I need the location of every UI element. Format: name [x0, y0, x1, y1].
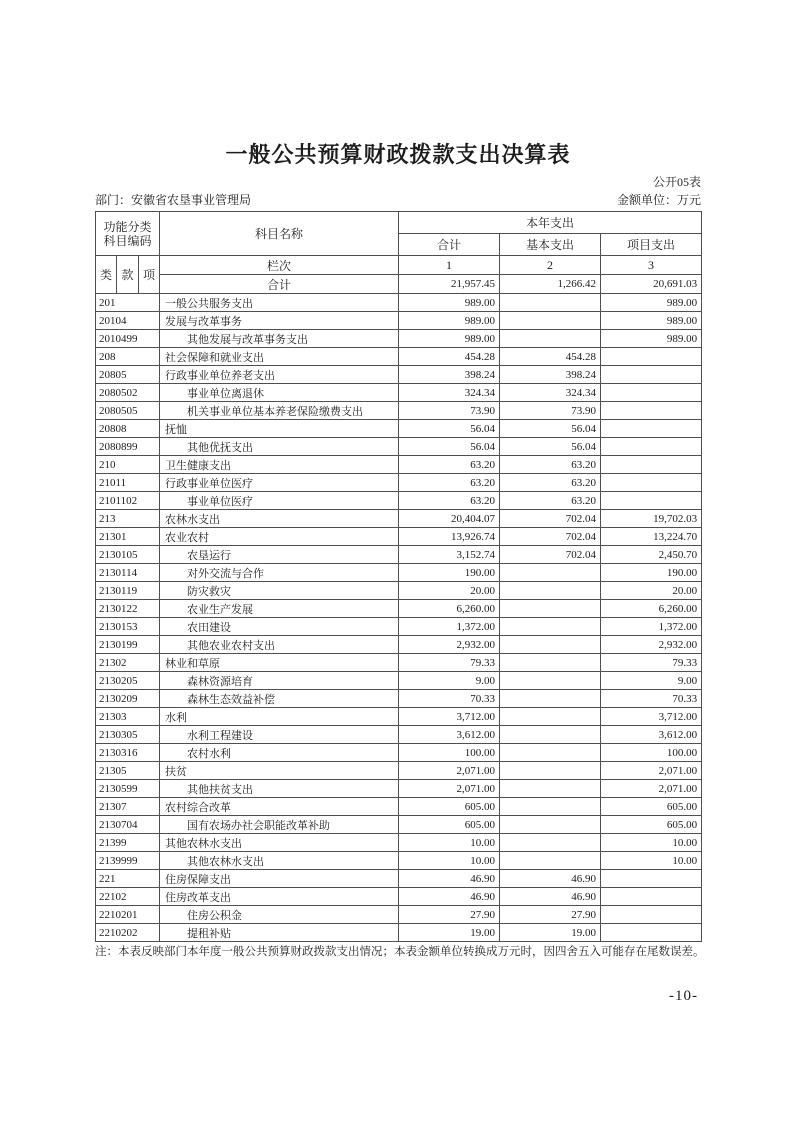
row-total: 3,712.00: [399, 708, 500, 726]
table-row: [96, 870, 702, 888]
row-project: 605.00: [601, 816, 702, 834]
row-total: 10.00: [399, 852, 500, 870]
row-total: 989.00: [399, 330, 500, 348]
row-basic: 27.90: [500, 906, 601, 924]
table-label: 公开05表: [652, 175, 701, 189]
row-project: 10.00: [601, 834, 702, 852]
row-subject-name: 农田建设: [160, 618, 399, 636]
table-row: [96, 438, 702, 456]
row-project: [601, 348, 702, 366]
header-subject-name: 科目名称: [160, 212, 399, 256]
row-total: 46.90: [399, 888, 500, 906]
row-total: 19.00: [399, 924, 500, 942]
table-row: [96, 798, 702, 816]
grand-total-project: 20,691.03: [601, 275, 702, 294]
row-total: 63.20: [399, 474, 500, 492]
row-total: 605.00: [399, 798, 500, 816]
row-total: 13,926.74: [399, 528, 500, 546]
row-subject-name: 森林生态效益补偿: [160, 690, 399, 708]
row-total: 3,612.00: [399, 726, 500, 744]
row-subject-name: 农垦运行: [160, 546, 399, 564]
row-subject-name: 住房公积金: [160, 906, 399, 924]
row-basic: 702.04: [500, 546, 601, 564]
row-project: 13,224.70: [601, 528, 702, 546]
row-project: 190.00: [601, 564, 702, 582]
row-project: [601, 402, 702, 420]
row-subject-name: 其他优抚支出: [160, 438, 399, 456]
row-project: 70.33: [601, 690, 702, 708]
header-col-project: 项目支出: [601, 234, 702, 256]
row-code: 2130305: [96, 726, 160, 744]
table-row: [96, 420, 702, 438]
row-total: 73.90: [399, 402, 500, 420]
row-subject-name: 提租补贴: [160, 924, 399, 942]
row-basic: [500, 744, 601, 762]
row-basic: [500, 654, 601, 672]
row-code: 221: [96, 870, 160, 888]
row-code: 2130205: [96, 672, 160, 690]
row-subject-name: 社会保障和就业支出: [160, 348, 399, 366]
header-row-3: [96, 256, 702, 275]
row-code: 2130105: [96, 546, 160, 564]
header-subcol-lei: 类: [96, 256, 117, 294]
row-basic: 702.04: [500, 510, 601, 528]
table-body: [96, 294, 702, 942]
document-content: [95, 0, 705, 960]
row-subject-name: 其他农林水支出: [160, 852, 399, 870]
row-subject-name: 事业单位离退休: [160, 384, 399, 402]
row-basic: [500, 636, 601, 654]
meta-row: [95, 193, 701, 208]
row-code: 20104: [96, 312, 160, 330]
grand-total-label: 合计: [160, 275, 399, 294]
row-total: 10.00: [399, 834, 500, 852]
table-row: [96, 600, 702, 618]
table-row: [96, 816, 702, 834]
row-code: 2010499: [96, 330, 160, 348]
row-basic: 63.20: [500, 474, 601, 492]
row-total: 454.28: [399, 348, 500, 366]
row-project: [601, 888, 702, 906]
row-code: 21303: [96, 708, 160, 726]
row-subject-name: 行政事业单位医疗: [160, 474, 399, 492]
row-basic: [500, 564, 601, 582]
table-row: [96, 474, 702, 492]
row-project: 989.00: [601, 330, 702, 348]
row-basic: [500, 780, 601, 798]
row-subject-name: 扶贫: [160, 762, 399, 780]
row-total: 6,260.00: [399, 600, 500, 618]
table-row: [96, 924, 702, 942]
row-basic: [500, 834, 601, 852]
table-row: [96, 780, 702, 798]
row-subject-name: 其他农业农村支出: [160, 636, 399, 654]
row-code: 2101102: [96, 492, 160, 510]
row-basic: [500, 726, 601, 744]
row-basic: 19.00: [500, 924, 601, 942]
row-subject-name: 其他发展与改革事务支出: [160, 330, 399, 348]
row-subject-name: 农业农村: [160, 528, 399, 546]
row-total: 56.04: [399, 438, 500, 456]
row-code: 201: [96, 294, 160, 312]
header-code-group-line2: 科目编码: [103, 233, 152, 248]
table-row: [96, 492, 702, 510]
row-code: 21011: [96, 474, 160, 492]
table-row: [96, 690, 702, 708]
row-project: [601, 906, 702, 924]
row-project: 20.00: [601, 582, 702, 600]
table-row: [96, 402, 702, 420]
table-row: [96, 312, 702, 330]
row-project: 79.33: [601, 654, 702, 672]
grand-total-basic: 1,266.42: [500, 275, 601, 294]
row-code: 2080502: [96, 384, 160, 402]
row-subject-name: 抚恤: [160, 420, 399, 438]
row-subject-name: 事业单位医疗: [160, 492, 399, 510]
row-basic: [500, 852, 601, 870]
row-code: 2080505: [96, 402, 160, 420]
row-project: 3,712.00: [601, 708, 702, 726]
row-total: 2,071.00: [399, 780, 500, 798]
row-subject-name: 一般公共服务支出: [160, 294, 399, 312]
header-code-group-line1: 功能分类: [103, 219, 152, 234]
row-total: 989.00: [399, 294, 500, 312]
index-value-2: 2: [500, 256, 601, 275]
table-row: [96, 852, 702, 870]
row-total: 56.04: [399, 420, 500, 438]
row-subject-name: 机关事业单位基本养老保险缴费支出: [160, 402, 399, 420]
table-row: [96, 654, 702, 672]
table-row: [96, 294, 702, 312]
index-value-1: 1: [399, 256, 500, 275]
row-total: 2,071.00: [399, 762, 500, 780]
row-basic: [500, 618, 601, 636]
row-total: 79.33: [399, 654, 500, 672]
row-basic: [500, 600, 601, 618]
table-row: [96, 546, 702, 564]
row-project: [601, 870, 702, 888]
header-col-total: 合计: [399, 234, 500, 256]
row-basic: [500, 672, 601, 690]
row-basic: [500, 762, 601, 780]
page-number: -10-: [669, 988, 698, 1004]
header-current-year: 本年支出: [399, 212, 702, 234]
row-subject-name: 国有农场办社会职能改革补助: [160, 816, 399, 834]
row-project: 2,450.70: [601, 546, 702, 564]
row-total: 100.00: [399, 744, 500, 762]
row-code: 2080899: [96, 438, 160, 456]
row-basic: 56.04: [500, 438, 601, 456]
row-basic: [500, 312, 601, 330]
row-code: 2130704: [96, 816, 160, 834]
row-project: 989.00: [601, 312, 702, 330]
row-project: [601, 384, 702, 402]
row-project: 2,071.00: [601, 780, 702, 798]
row-code: 2130119: [96, 582, 160, 600]
header-row-1: [96, 212, 702, 234]
row-project: 1,372.00: [601, 618, 702, 636]
table-row: [96, 348, 702, 366]
header-code-group: [96, 212, 160, 256]
row-code: 21301: [96, 528, 160, 546]
row-basic: [500, 708, 601, 726]
table-row: [96, 564, 702, 582]
row-code: 20808: [96, 420, 160, 438]
row-project: 6,260.00: [601, 600, 702, 618]
row-subject-name: 水利: [160, 708, 399, 726]
row-basic: [500, 294, 601, 312]
row-total: 63.20: [399, 492, 500, 510]
row-code: 20805: [96, 366, 160, 384]
row-total: 1,372.00: [399, 618, 500, 636]
header-subcol-xiang: 项: [139, 256, 160, 294]
row-total: 27.90: [399, 906, 500, 924]
table-row: [96, 834, 702, 852]
row-subject-name: 森林资源培育: [160, 672, 399, 690]
table-row: [96, 582, 702, 600]
row-project: 10.00: [601, 852, 702, 870]
row-code: 2130114: [96, 564, 160, 582]
row-basic: 63.20: [500, 492, 601, 510]
row-total: 20.00: [399, 582, 500, 600]
row-subject-name: 其他扶贫支出: [160, 780, 399, 798]
row-code: 2210201: [96, 906, 160, 924]
table-row: [96, 906, 702, 924]
row-project: [601, 366, 702, 384]
table-row: [96, 636, 702, 654]
row-project: 100.00: [601, 744, 702, 762]
table-row: [96, 384, 702, 402]
row-basic: 398.24: [500, 366, 601, 384]
row-subject-name: 农业生产发展: [160, 600, 399, 618]
row-project: [601, 438, 702, 456]
department-label: 部门：安徽省农垦事业管理局: [95, 193, 252, 207]
table-row: [96, 672, 702, 690]
row-code: 2210202: [96, 924, 160, 942]
row-code: 21302: [96, 654, 160, 672]
row-total: 989.00: [399, 312, 500, 330]
table-row: [96, 888, 702, 906]
row-subject-name: 防灾救灾: [160, 582, 399, 600]
row-total: 63.20: [399, 456, 500, 474]
table-row: [96, 762, 702, 780]
row-basic: 454.28: [500, 348, 601, 366]
row-basic: 46.90: [500, 888, 601, 906]
row-project: [601, 474, 702, 492]
row-total: 324.34: [399, 384, 500, 402]
row-code: 213: [96, 510, 160, 528]
row-basic: [500, 582, 601, 600]
row-total: 2,932.00: [399, 636, 500, 654]
row-project: 989.00: [601, 294, 702, 312]
row-total: 3,152.74: [399, 546, 500, 564]
row-code: 208: [96, 348, 160, 366]
row-code: 2130316: [96, 744, 160, 762]
row-total: 46.90: [399, 870, 500, 888]
header-subcol-kuan: 款: [117, 256, 139, 294]
row-subject-name: 林业和草原: [160, 654, 399, 672]
table-row: [96, 366, 702, 384]
table-row: [96, 744, 702, 762]
row-subject-name: 农林水支出: [160, 510, 399, 528]
row-total: 9.00: [399, 672, 500, 690]
row-subject-name: 行政事业单位养老支出: [160, 366, 399, 384]
row-basic: 702.04: [500, 528, 601, 546]
row-subject-name: 农村综合改革: [160, 798, 399, 816]
row-basic: 56.04: [500, 420, 601, 438]
row-basic: 46.90: [500, 870, 601, 888]
row-code: 2130599: [96, 780, 160, 798]
row-project: 605.00: [601, 798, 702, 816]
expenditure-table: [95, 211, 702, 942]
page-title: 一般公共预算财政拨款支出决算表: [225, 142, 571, 167]
row-subject-name: 发展与改革事务: [160, 312, 399, 330]
table-row: [96, 330, 702, 348]
row-subject-name: 农村水利: [160, 744, 399, 762]
row-subject-name: 水利工程建设: [160, 726, 399, 744]
row-code: 2130122: [96, 600, 160, 618]
row-basic: [500, 330, 601, 348]
row-project: [601, 924, 702, 942]
row-project: 9.00: [601, 672, 702, 690]
table-row: [96, 456, 702, 474]
row-subject-name: 住房保障支出: [160, 870, 399, 888]
row-subject-name: 其他农林水支出: [160, 834, 399, 852]
table-row: [96, 528, 702, 546]
header-row-4: [96, 275, 702, 294]
row-code: 2139999: [96, 852, 160, 870]
row-total: 605.00: [399, 816, 500, 834]
table-row: [96, 510, 702, 528]
row-code: 22102: [96, 888, 160, 906]
row-basic: [500, 690, 601, 708]
table-row: [96, 726, 702, 744]
row-code: 21399: [96, 834, 160, 852]
row-subject-name: 住房改革支出: [160, 888, 399, 906]
row-project: [601, 456, 702, 474]
row-project: 2,932.00: [601, 636, 702, 654]
row-basic: 73.90: [500, 402, 601, 420]
row-basic: 324.34: [500, 384, 601, 402]
row-basic: [500, 798, 601, 816]
header-col-basic: 基本支出: [500, 234, 601, 256]
grand-total-sum: 21,957.45: [399, 275, 500, 294]
row-total: 70.33: [399, 690, 500, 708]
index-label: 栏次: [160, 256, 399, 275]
row-code: 2130199: [96, 636, 160, 654]
row-code: 2130209: [96, 690, 160, 708]
row-project: [601, 420, 702, 438]
row-basic: 63.20: [500, 456, 601, 474]
row-code: 2130153: [96, 618, 160, 636]
row-project: 2,071.00: [601, 762, 702, 780]
row-code: 21305: [96, 762, 160, 780]
index-value-3: 3: [601, 256, 702, 275]
unit-label: 金额单位：万元: [616, 193, 701, 207]
row-subject-name: 对外交流与合作: [160, 564, 399, 582]
row-subject-name: 卫生健康支出: [160, 456, 399, 474]
row-project: 19,702.03: [601, 510, 702, 528]
row-project: 3,612.00: [601, 726, 702, 744]
row-basic: [500, 816, 601, 834]
row-total: 398.24: [399, 366, 500, 384]
footnote: 注：本表反映部门本年度一般公共预算财政拨款支出情况；本表金额单位转换成万元时，因四舍五入可能存在尾数误差。: [95, 946, 705, 958]
table-row: [96, 708, 702, 726]
row-total: 20,404.07: [399, 510, 500, 528]
row-code: 210: [96, 456, 160, 474]
row-code: 21307: [96, 798, 160, 816]
row-total: 190.00: [399, 564, 500, 582]
table-row: [96, 618, 702, 636]
row-project: [601, 492, 702, 510]
